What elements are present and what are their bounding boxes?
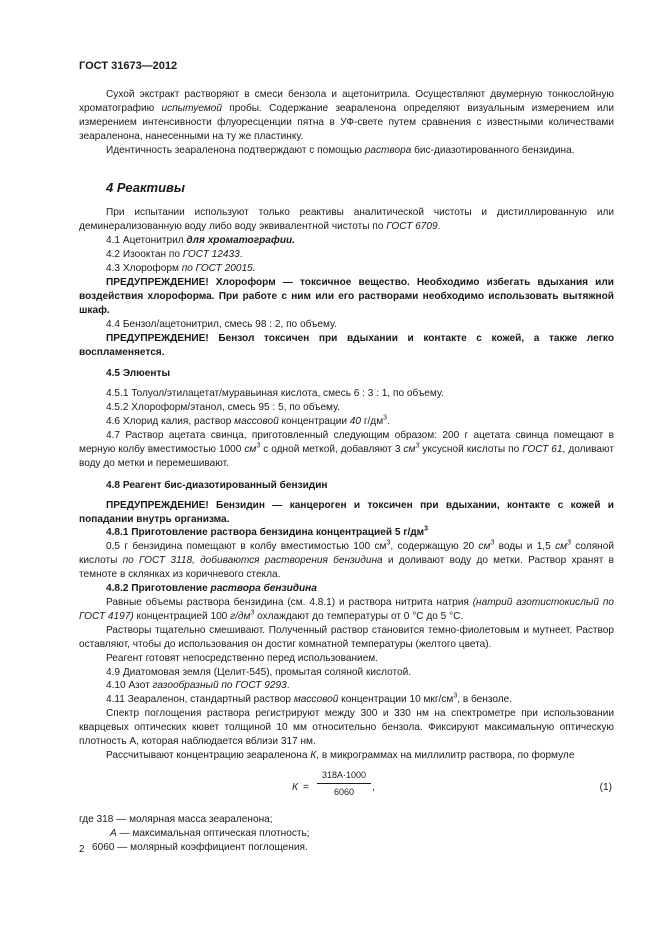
heading-4-8-1 — [79, 526, 614, 540]
section-intro — [79, 206, 614, 234]
text: Рассчитывают концентрацию зеараленона — [106, 749, 311, 761]
text: При испытании используют только реактивы аналитической чистоты и дистиллированную или деминерализованную воду либо воду эквивалентной чистоты по — [79, 207, 614, 233]
text: , содержащую 20 — [390, 541, 479, 553]
text-italic: см — [555, 541, 568, 553]
item-4-7 — [79, 429, 614, 471]
text: 4.11 Зеараленон, стандартный раствор — [106, 694, 294, 706]
formula-1 — [79, 767, 614, 811]
superscript: 3 — [567, 540, 571, 548]
text-italic: раствора — [364, 144, 412, 156]
text: 4.6 Хлорид калия, раствор — [106, 416, 235, 428]
text: . — [387, 416, 390, 428]
paragraph-4-8-2-prep: Реагент готовят непосредственно перед использованием. — [106, 652, 379, 664]
superscript: 3 — [256, 442, 261, 450]
text-italic: массовой — [234, 416, 279, 428]
text: . — [437, 221, 441, 233]
text: бис-диазотированного бензидина. — [411, 144, 575, 156]
text: пробы. Содержание зеараленона определяют визуальным измерением или измерением интенсивности флуоресценции пятна в УФ-свете путем сравнения с известными количествами зеараленона, нанесенными на ту же пластинку. — [79, 102, 614, 142]
text: 4.8.2 Приготовление — [106, 583, 211, 595]
text: 4.10 Азот — [106, 680, 153, 692]
text-bold-italic: раствора бензидина — [210, 583, 317, 595]
text-italic: см — [244, 443, 257, 455]
intro-paragraph-1 — [79, 88, 614, 144]
formula-lhs: К — [292, 781, 298, 793]
text: — максимальная оптическая плотность; — [116, 827, 310, 839]
text: и доливают воду до метки. Раствор хранят в темноте в склянках из коричневого стекла. — [79, 555, 615, 581]
text-italic: 40 — [349, 416, 362, 428]
document-header: ГОСТ 31673—2012 — [79, 60, 178, 72]
text-italic: ГОСТ 61 — [522, 443, 563, 455]
superscript: 3 — [383, 414, 388, 422]
text: уксусной кислоты по — [419, 443, 523, 455]
item-4-3 — [79, 262, 614, 276]
text: . — [239, 249, 243, 261]
text-bold-italic: для хроматографии. — [186, 235, 295, 247]
paragraph-4-8-1 — [79, 540, 614, 582]
superscript: 3 — [424, 526, 429, 534]
text: 4.7 Раствор ацетата свинца, приготовленный следующим образом: 200 г ацетата свинца помещают в мерную колбу вместимостью 1000 — [79, 430, 614, 455]
item-4-10 — [79, 679, 614, 693]
text-italic: А — [110, 827, 117, 839]
text: , доливают воду до метки и перемешивают. — [79, 443, 614, 469]
item-4-11 — [79, 693, 614, 707]
paragraph-4-8-2-mixing: Растворы тщательно смешивают. Полученный раствор становится темно-фиолетовым и мутнеет. Раствор оставляют, чтобы до использования он достиг комнатной температуры (желтого цвета). — [79, 624, 614, 650]
superscript: 3 — [453, 692, 458, 700]
text: соляной кислоты — [79, 541, 614, 567]
text-italic: газообразный по ГОСТ 9293 — [152, 680, 287, 692]
formula-denominator: 6060 — [333, 786, 355, 797]
text: 4.3 Хлороформ — [106, 263, 182, 275]
superscript: 3 — [250, 609, 255, 617]
text: с одной меткой, добавляют 3 — [260, 443, 404, 455]
paragraph-spectrum: Спектр поглощения раствора регистрируют между 300 и 330 нм на спектрометре при использовании кварцевых оптических кювет толщиной 10 мм относительно бензола. Фиксируют максимальную оптическую плотность А, которая наблюдается вблизи 317 нм. — [79, 708, 614, 748]
text: 0,5 г бензидина помещают в колбу вместимостью 100 см — [106, 541, 387, 553]
paragraph-calculation — [79, 749, 614, 763]
text: . — [286, 680, 290, 692]
text: , в микрограммах на миллилитр раствора, по формуле — [316, 749, 575, 761]
formula-comma: , — [372, 781, 375, 793]
text: 4.1 Ацетонитрил — [106, 235, 187, 247]
formula-equals: = — [303, 781, 309, 793]
legend-line-3: 6060 — молярный коэффициент поглощения. — [92, 841, 308, 853]
text: 4.2 Изооктан по — [106, 249, 183, 261]
superscript: 3 — [386, 540, 391, 548]
text: концентрации — [278, 416, 350, 428]
legend-line-1: где 318 — молярная масса зеараленона; — [79, 813, 273, 825]
warning-chloroform: ПРЕДУПРЕЖДЕНИЕ! Хлороформ — токсичное вещество. Необходимо избегать вдыхания или воздействия хлороформа. При работе с ним или его растворами необходимо использовать вытяжной шкаф. — [79, 276, 614, 316]
text: воды и 1,5 — [494, 541, 556, 553]
text-italic: по ГОСТ 3118, добиваются растворения бензидина — [122, 555, 383, 567]
heading-4-5: 4.5 Элюенты — [106, 368, 171, 380]
text: г/дм — [361, 416, 384, 428]
text-italic: массовой — [293, 694, 339, 706]
text-italic: К — [310, 749, 317, 761]
item-4-2 — [79, 248, 614, 262]
item-4-4: 4.4 Бензол/ацетонитрил, смесь 98 : 2, по объему. — [106, 318, 337, 330]
formula-number: (1) — [599, 781, 612, 793]
item-4-5-2: 4.5.2 Хлороформ/этанол, смесь 95 : 5, по объему. — [106, 402, 340, 414]
text: Равные объемы раствора бензидина (см. 4.8.1) и раствора нитрита натрия — [106, 597, 473, 608]
formula-numerator: 318А·1000 — [321, 769, 367, 780]
warning-benzene: ПРЕДУПРЕЖДЕНИЕ! Бензол токсичен при вдыхании и контакте с кожей, а также легко воспламеняется. — [79, 332, 614, 358]
intro-paragraph-2 — [79, 144, 614, 158]
text: концентрации 10 мкг/см — [338, 694, 454, 706]
text-italic: по ГОСТ 20015. — [181, 263, 256, 275]
text-italic: см — [403, 443, 416, 455]
text: 4.8.1 Приготовление раствора бензидина концентрацией 5 г/дм — [106, 527, 425, 539]
text: Идентичность зеараленона подтверждают с помощью — [106, 144, 365, 156]
heading-4-8: 4.8 Реагент бис-диазотированный бензидин — [106, 479, 328, 491]
item-4-5-1: 4.5.1 Толуол/этилацетат/муравьиная кислота, смесь 6 : 3 : 1, по объему. — [106, 388, 444, 400]
formula-legend — [79, 813, 614, 855]
fraction-line — [317, 783, 371, 784]
document-body — [79, 88, 614, 855]
heading-4-8-2 — [79, 582, 614, 596]
paragraph-4-8-2 — [79, 596, 614, 624]
legend-line-2 — [79, 827, 614, 841]
section-title: 4 Реактивы — [106, 179, 186, 195]
warning-benzidine: ПРЕДУПРЕЖДЕНИЕ! Бензидин — канцероген и токсичен при вдыхании, контакте с кожей и попадании внутрь организма. — [79, 499, 614, 525]
superscript: 3 — [415, 442, 420, 450]
text-italic: см — [478, 541, 491, 553]
page-number: 2 — [79, 844, 85, 855]
superscript: 3 — [490, 540, 495, 548]
text-italic: (натрий азотистокислый по ГОСТ 4197) — [79, 597, 614, 622]
text-italic: ГОСТ 6709 — [386, 221, 438, 233]
item-4-9: 4.9 Диатомовая земля (Целит-545), промытая соляной кислотой. — [106, 666, 412, 678]
text-italic: испытуемой — [161, 102, 222, 114]
text: охлаждают до температуры от 0 °С до 5 °С. — [254, 610, 464, 622]
text-italic: ГОСТ 12433 — [182, 249, 240, 261]
item-4-6 — [79, 415, 614, 429]
text: Сухой экстракт растворяют в смеси бензола и ацетонитрила. Осуществляют двумерную тонкослойную хроматографию — [79, 89, 614, 114]
text-italic: г/дм — [230, 610, 251, 622]
item-4-1 — [79, 234, 614, 248]
text: концентрацией 100 — [133, 610, 231, 622]
text: , в бензоле. — [457, 694, 513, 706]
